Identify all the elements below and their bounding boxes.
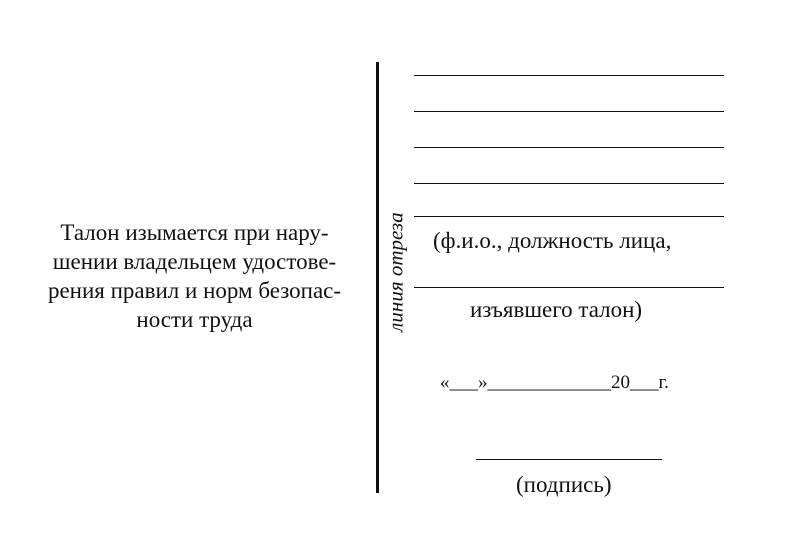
notice-line: шении владельцем удостове- — [52, 249, 337, 274]
blank-line — [414, 147, 724, 148]
fio-caption: (ф.и.о., должность лица, — [433, 228, 672, 253]
notice-line: Талон изымается при нару- — [60, 220, 329, 245]
signature-line — [476, 459, 662, 460]
blank-line — [414, 183, 724, 184]
fio-caption-2: изъявшего талон) — [470, 297, 643, 322]
cut-line — [376, 62, 379, 493]
cut-line-label: линия отреза — [383, 212, 408, 332]
notice-line: ности труда — [136, 307, 253, 332]
blank-line — [414, 75, 724, 76]
blank-line — [414, 287, 724, 288]
signature-caption: (подпись) — [516, 472, 612, 497]
blank-line — [414, 111, 724, 112]
notice-line: рения правил и норм безопас- — [47, 278, 342, 303]
blank-line — [414, 216, 724, 217]
date-line: «___»_____________20___г. — [440, 372, 669, 393]
notice-text — [22, 218, 367, 334]
